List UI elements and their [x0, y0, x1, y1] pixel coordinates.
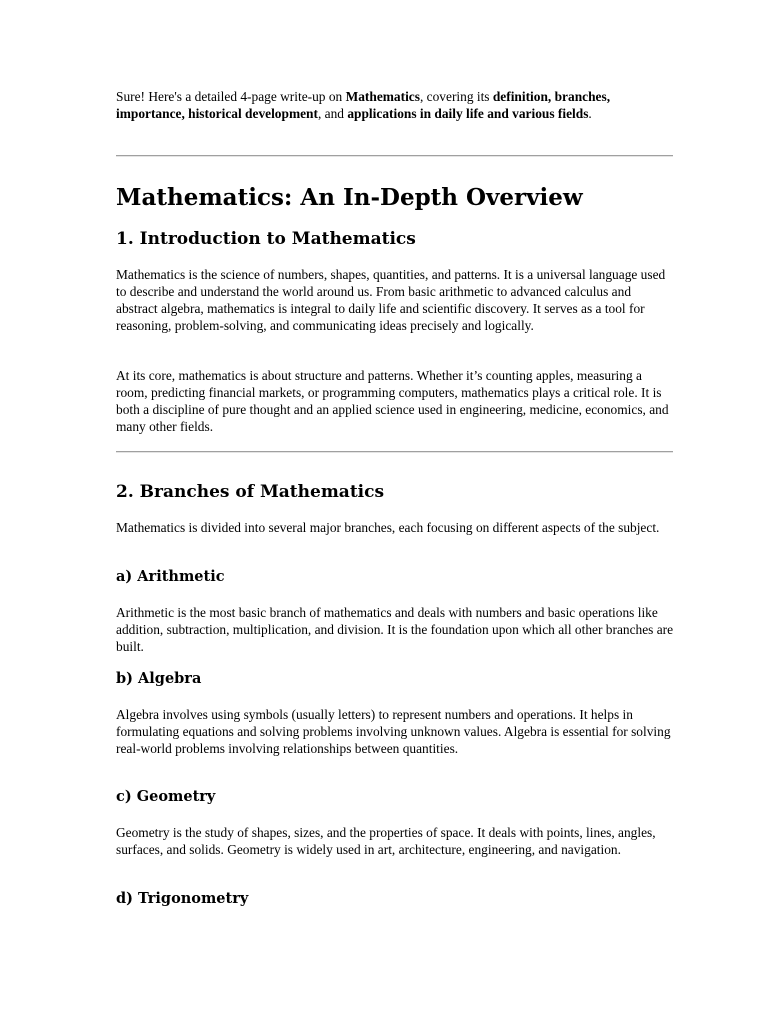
section-1-paragraph-1: Mathematics is the science of numbers, shapes, quantities, and patterns. It is a universal language used to describe and understand the world around us. From basic arithmetic to advanced calculus and abstract algebra, mathematics is integral to daily life and scientific discovery. It serves as a tool for reasoning, problem-solving, and communicating ideas precisely and logically. — [116, 267, 666, 333]
section-1-heading: 1. Introduction to Mathematics — [116, 229, 416, 249]
divider-2 — [116, 451, 673, 453]
branch-algebra-heading: b) Algebra — [116, 670, 202, 687]
intro-bold-mathematics: Mathematics — [345, 89, 420, 104]
page-title: Mathematics: An In-Depth Overview — [116, 184, 583, 211]
intro-text-1: Sure! Here's a detailed 4-page write-up on — [116, 89, 346, 104]
divider-1 — [116, 155, 673, 157]
branch-arithmetic-text: Arithmetic is the most basic branch of mathematics and deals with numbers and basic operations like addition, subtraction, multiplication, and division. It is the foundation upon which all other branches are built. — [116, 605, 674, 654]
section-2-heading: 2. Branches of Mathematics — [116, 482, 385, 502]
section-1-paragraph-2: At its core, mathematics is about structure and patterns. Whether it’s counting apples, measuring a room, predicting financial markets, or programming computers, mathematics plays a critical role. It is both a discipline of pure thought and an applied science used in engineering, medicine, economics, and many other fields. — [116, 368, 669, 434]
branch-geometry-text: Geometry is the study of shapes, sizes, and the properties of space. It deals with points, lines, angles, surfaces, and solids. Geometry is widely used in art, architecture, engineering, and navigation. — [116, 825, 656, 857]
section-2-intro: Mathematics is divided into several major branches, each focusing on different aspects of the subject. — [116, 520, 660, 535]
branch-arithmetic-heading: a) Arithmetic — [116, 568, 225, 585]
intro-paragraph — [116, 88, 674, 122]
intro-bold-topics: definition, branches, importance, historical development — [116, 89, 611, 121]
branch-algebra-text: Algebra involves using symbols (usually letters) to represent numbers and operations. It helps in formulating equations and solving problems involving unknown values. Algebra is essential for solving real-world problems involving relationships between quantities. — [116, 707, 671, 756]
intro-text-3: , and — [317, 106, 348, 121]
intro-text-2: , covering its — [419, 89, 493, 104]
branch-trigonometry-heading: d) Trigonometry — [116, 890, 249, 907]
intro-text-4: . — [588, 106, 592, 121]
intro-bold-applications: applications in daily life and various fields — [347, 106, 589, 121]
branch-geometry-heading: c) Geometry — [116, 788, 216, 805]
